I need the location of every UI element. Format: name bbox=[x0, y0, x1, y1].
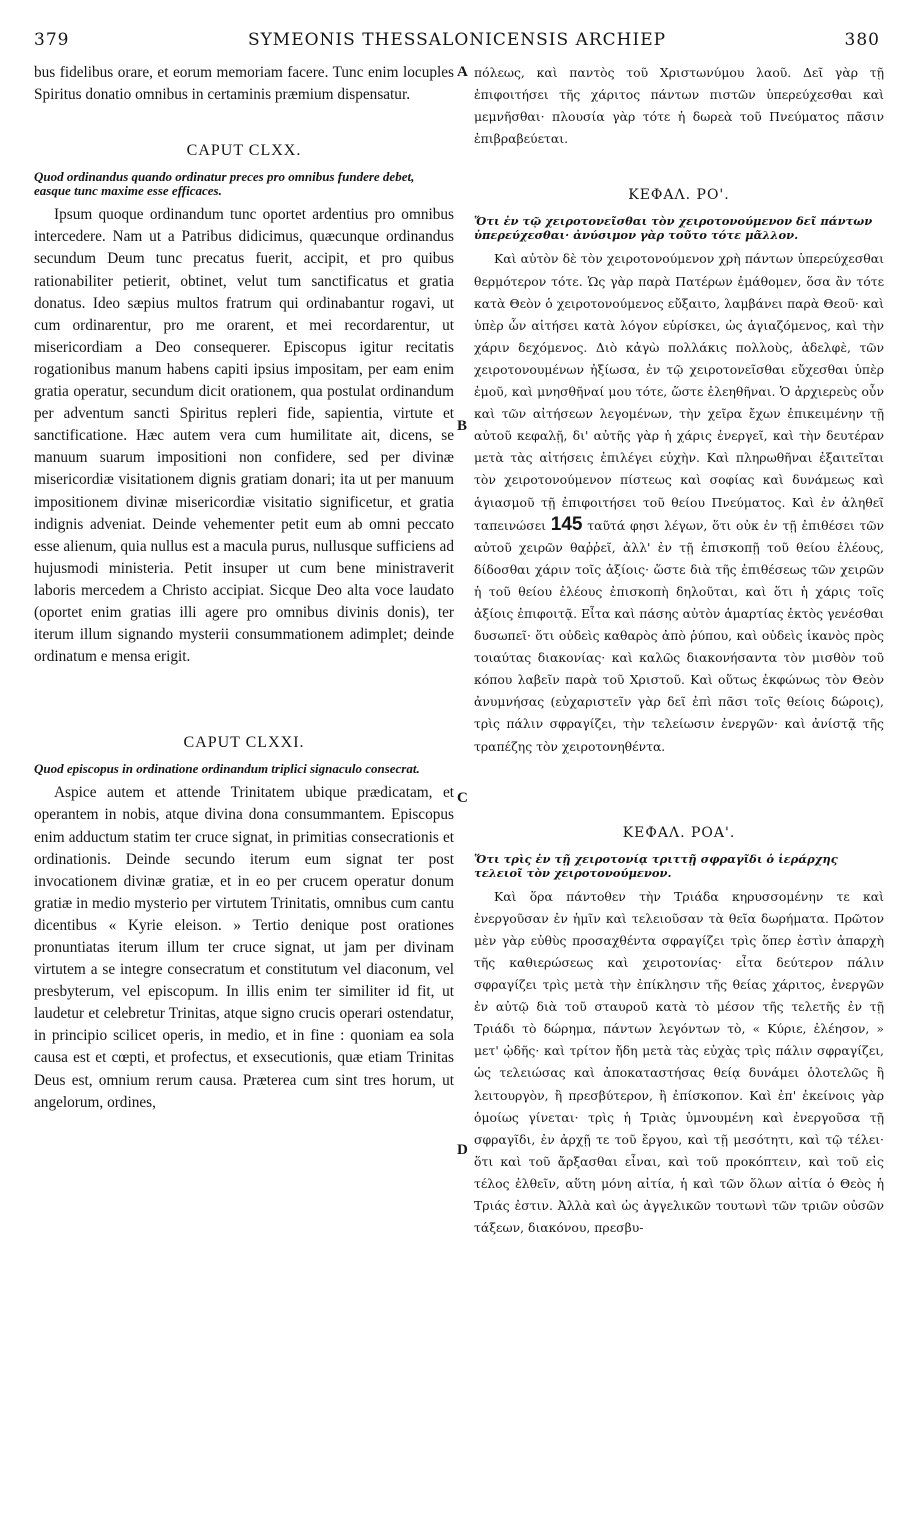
latin-chapter-171-text: Aspice autem et attende Trinitatem ubique prædicatam, et operantem in nobis, atque divina dona consummantem. Episcopus enim adductum statim ter cruce signat, in primitias consecrationis et ordinationis. Deinde secundo iterum eum signat ter post invocationem divinæ gratiæ, et in eo per crucem operatur donum gratiæ in medio mysterio per virtutem Trinitatis, omnibus cum cantu dicentibus « Kyrie eleison. » Tertio denique post orationes pronuntiatas iterum illum ter cruce signat, ut jam per divinam virtutem a se integre consecratum et constitutum vel diaconum, vel presbyterum, vel episcopum. In illis enim ter similiter id fit, ut laudetur et celebretur Trinitas, atque signo crucis operari ostendatur, in principio scilicet operis, in medio, et in fine : quoniam ea sola causa est et cœpti, et profectus, et exsecutionis, quæ etiam Trinitas Deus est, omnium rerum causa. Præterea cum sint tres horum, ut angelorum, ordines, bbox=[34, 784, 454, 1111]
latin-chapter-170-title: CAPUT CLXX. bbox=[186, 142, 302, 160]
margin-letter-d: D bbox=[457, 1142, 468, 1158]
edition-page-number: 145 bbox=[550, 513, 583, 535]
margin-letter-c: C bbox=[457, 790, 468, 806]
latin-chapter-170-summary: Quod ordinandus quando ordinatur preces pro omnibus fundere debet, easque tunc maxime esse efficaces. bbox=[34, 169, 415, 199]
page-number-right: 380 bbox=[844, 30, 880, 50]
margin-section-letters bbox=[455, 62, 473, 1532]
greek-chapter-171-title: ΚΕΦΑΛ. ΡΟΑ'. bbox=[622, 824, 736, 841]
greek-chapter-170-text-part-2: ταῦτά φησι λέγων, ὅτι οὐκ ἐν τῇ ἐπιθέσει τῶν αὐτοῦ χειρῶν θαῤῥεῖ, ἀλλ' ἐν τῇ ἐπισκοπῇ τοῦ θείου ἐλέους, δίδοσθαι χάριν τοῖς ἀξίοις· ὥστε διὰ τῆς ἐπιθέσεως τῶν χειρῶν ἡ τοῦ θείου ἐλέους ἐπισκοπὴ δηλοῦται, καὶ ὅτι ἡ χάρις τοῖς ἀξίοις ἐπιφοιτᾷ. Εἶτα καὶ πάσης αὐτὸν ἁμαρτίας ἐκτὸς γενέσθαι δυσωπεῖ· ὅτι οὐδεὶς καθαρὸς ἀπὸ ῥύπου, καὶ οὐδεὶς ἱκανὸς πρὸς τοιαύτας διακονίας· καὶ καλῶς διακονήσαντα τὸν μισθὸν τοῦ κόπου λαβεῖν παρὰ τοῦ Χριστοῦ. Καὶ οὕτως ἐκφώνως τὸν Θεὸν ἀνυμνήσας (εὐχαριστεῖν γὰρ δεῖ ἐπὶ πᾶσι τοῖς θείοις δώροις), τρὶς πάλιν σφραγίζει, τὴν τελείωσιν ἐνεργῶν· καὶ ἀνίστᾷ τῆς τραπέζης τὸν χειροτονηθέντα. bbox=[474, 517, 884, 754]
page-number-left: 379 bbox=[34, 30, 70, 50]
latin-chapter-171-summary: Quod episcopus in ordinatione ordinandum triplici signaculo consecrat. bbox=[34, 761, 420, 777]
latin-intro: bus fidelibus orare, et eorum memoriam facere. Tunc enim locuples Spiritus donatio omnibus in certaminis præmium dispensatur. bbox=[34, 64, 454, 104]
greek-chapter-170-title: ΚΕΦΑΛ. ΡΟ'. bbox=[628, 187, 730, 204]
greek-chapter-170-text bbox=[474, 248, 884, 757]
greek-chapter-170-summary: Ὅτι ἐν τῷ χειροτονεῖσθαι τὸν χειροτονούμενον δεῖ πάντων ὑπερεύχεσθαι· ἀνύσιμον γὰρ τοῦτο τότε μᾶλλον. bbox=[474, 214, 873, 243]
margin-letter-b: B bbox=[457, 418, 468, 434]
latin-column bbox=[34, 62, 454, 1532]
greek-chapter-171-summary: Ὅτι τρὶς ἐν τῇ χειροτονίᾳ τριττῇ σφραγῖδι ὁ ἱεράρχης τελειοῖ τὸν χειροτονούμενον. bbox=[474, 851, 838, 880]
greek-column bbox=[474, 62, 884, 1532]
greek-intro: πόλεως, καὶ παντὸς τοῦ Χριστωνύμου λαοῦ. Δεῖ γὰρ τῇ ἐπιφοιτήσει τῆς χάριτος πάντων πιστῶν ὑπερεύχεσθαι καὶ μεμνῆσθαι· πλουσία γὰρ τότε ἡ δωρεὰ τοῦ Πνεύματος πᾶσιν ἐπιβραβεύεται. bbox=[474, 65, 884, 147]
latin-chapter-170-text: Ipsum quoque ordinandum tunc oportet ardentius pro omnibus intercedere. Nam ut a Patribus didicimus, quæcunque ordinandus secundum Deum tunc precatus fuerit, accipit, et pro quibus rationabiliter petierit, obtinet, velut tum sanctificatus et gratia donatus. Ideo sæpius multos fratrum qui ordinabantur rogavi, ut cum ordinarentur, pro me orarent, et mei recordarentur, ut misericordiam a Deo consequerer. Episcopus igitur recitatis rogationibus manum habens capiti ipsius impositam, per eam enim gratia operatur, secundum dicit orationem, qua postulat ordinandum per adventum sancti Spiritus repleri fide, sapientia, virtute et sanctificatione. Hæc autem vera cum humilitate ait, dicens, se manuum suarum impositioni non confidere, sed per divinæ misericordiæ visitationem dignis gratiam donari; ita ut per manuum impositionem divinæ misericordiæ visitatio significetur, et gratia indignis adveniat. Deinde vehementer petit eum ab omni peccato esse alienum, quia nullus est a macula purus, nullusque sufficiens ad hujusmodi ministeria. Petit insuper ut cum bene ministraverit laboris mercedem a Christo accipiat. Sicque Deo alta voce laudato (oportet enim gratias illi agere pro omnibus divinis donis), ter iterum illum signando mysterii consummationem adimplet; deinde ordinatum e mensa erigit. bbox=[34, 206, 454, 666]
running-title: SYMEONIS THESSALONICENSIS ARCHIEP bbox=[247, 30, 667, 50]
margin-letter-a: A bbox=[457, 64, 468, 80]
greek-chapter-171-text: Καὶ ὅρα πάντοθεν τὴν Τριάδα κηρυσσομένην τε καὶ ἐνεργοῦσαν ἐν ἡμῖν καὶ τελειοῦσαν τὰ θεῖα δωρήματα. Πρῶτον μὲν γὰρ εὐθὺς προσαχθέντα σφραγίζει τρὶς ὅπερ ἐστὶν ἀπαρχὴ τῆς καθιερώσεως καὶ χειροτονίας· εἶτα δεύτερον πάλιν σφραγίζει τρὶς μετὰ τὴν ἐπίκλησιν τῆς θείας χάριτος, ἐνεργῶν ἐν αὐτῷ διὰ τοῦ σταυροῦ κατὰ τὸ μέσον τῆς τελετῆς ἐν τῇ Τριάδι τὸ δώρημα, πάντων λεγόντων τὸ, « Κύριε, ἐλέησον, » μετ' ᾠδῆς· καὶ τρίτον ἤδη μετὰ τὰς εὐχὰς τρὶς πάλιν σφραγίζει, ὡς τελειώσας καὶ ἀποκαταστήσας θείᾳ δυνάμει ὁλοτελῶς ἢ λειτουργὸν, ἢ πρεσβύτερον, ἢ ἐπίσκοπον. Καὶ ἐπ' ἐκείνοις γὰρ ὁμοίως γίνεται· τρὶς ἡ Τριὰς ὑμνουμένη καὶ ἐνεργοῦσα τῇ σφραγῖδι, ἐν ἀρχῇ τε τοῦ ἔργου, καὶ τῇ μεσότητι, καὶ τῷ τέλει· ὅτι καὶ τοῦ ἄρξασθαι εἶναι, καὶ τοῦ προκόπτειν, καὶ τοῦ εἰς τέλος ἐλθεῖν, αὕτη μόνη αἰτία, ἡ καὶ τῶν ὅλων αἰτία ὁ Θεὸς ἡ Τριάς ἐστιν. Ἀλλὰ καὶ ὡς ἀγγελικῶν τουτωνὶ τῶν τριῶν οὐσῶν τάξεων, διακόνου, πρεσβυ- bbox=[474, 888, 884, 1236]
running-header bbox=[34, 30, 880, 56]
latin-chapter-171-title: CAPUT CLXXI. bbox=[183, 734, 305, 752]
greek-chapter-170-text-part-1: Καὶ αὐτὸν δὲ τὸν χειροτονούμενον χρὴ πάντων ὑπερεύχεσθαι θερμότερον τότε. Ὡς γὰρ παρὰ Πατέρων ἐμάθομεν, ὅσα ἂν τότε κατὰ Θεὸν ὁ χειροτονούμενος εὔξαιτο, λαμβάνει παρὰ Θεοῦ· καὶ ὑπὲρ ὧν αἰτήσει κατὰ λόγον εὑρίσκει, ὡς ἁγιαζόμενος, καὶ τὴν χάριν δεχόμενος. Διὸ κἀγὼ πολλάκις πολλοὺς, ἀδελφὲ, τῶν χειροτονουμένων ἠξίωσα, ἐν τῷ χειροτονεῖσθαι εὔχεσθαι ὑπὲρ ἐμοῦ, καὶ μνησθῆναί μου τότε, ὥστε ἐλεηθῆναι. Ὁ ἀρχιερεὺς οὖν καὶ τῶν αἰτήσεων λεγομένων, τὴν χεῖρα ἔχων ἐπικειμένην τῇ αὐτοῦ κεφαλῇ, δι' αὐτῆς γὰρ ἡ χάρις ἐνεργεῖ, καὶ τὴν δευτέραν μετὰ τὰς αἰτήσεις ἐπιλέγει εὐχὴν. Καὶ πληρωθῆναι ἐξαιτεῖται τὸν χειροτονούμενον πίστεως καὶ σοφίας καὶ δυνάμεως καὶ ἁγιασμοῦ τῇ ἐπιφοιτήσει τοῦ θείου Πνεύματος. Καὶ ἐν ἀληθεῖ ταπεινώσει bbox=[474, 251, 884, 533]
